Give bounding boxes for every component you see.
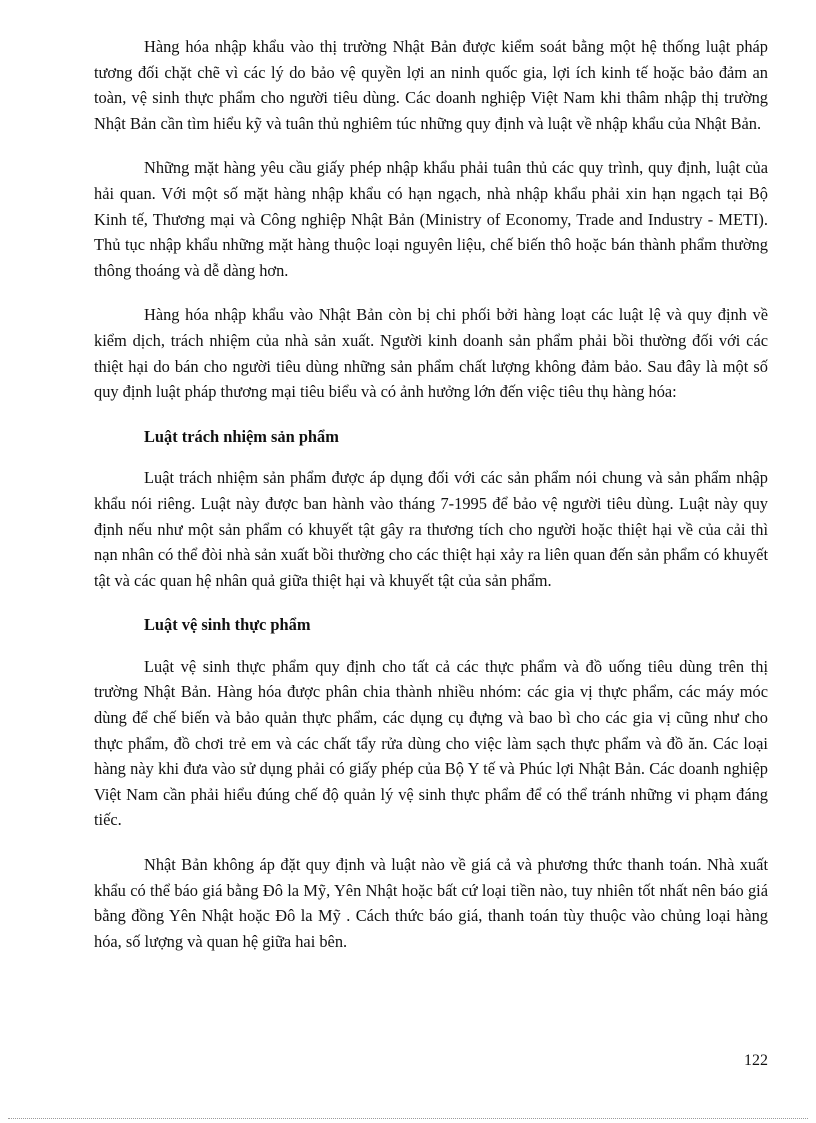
heading-food-hygiene: Luật vệ sinh thực phẩm: [144, 615, 311, 635]
paragraph-food-hygiene: Luật vệ sinh thực phẩm quy định cho tất cả các thực phẩm và đồ uống tiêu dùng trên thị trường Nhật Bản. Hàng hóa được phân chia thành nhiều nhóm: các gia vị thực phẩm, các máy móc dùng để chế biến và bảo quản thực phẩm, các dụng cụ đựng và bao bì cho các gia vị cũng như cho thực phẩm, đồ chơi trẻ em và các chất tẩy rửa dùng cho việc làm sạch thực phẩm và đồ ăn. Các loại hàng này khi đưa vào sử dụng phải có giấy phép của Bộ Y tế và Phúc lợi Nhật Bản. Các doanh nghiệp Việt Nam cần phải hiểu đúng chế độ quản lý vệ sinh thực phẩm để có thể tránh những vi phạm đáng tiếc.: [94, 656, 768, 830]
page-number: 122: [744, 1052, 768, 1069]
document-page: [94, 34, 768, 954]
heading-product-liability: Luật trách nhiệm sản phẩm: [144, 426, 339, 446]
paragraph-product-liability: Luật trách nhiệm sản phẩm được áp dụng đối với các sản phẩm nói chung và sản phẩm nhập khẩu nói riêng. Luật này được ban hành vào tháng 7-1995 để bảo vệ người tiêu dùng. Luật này quy định nếu như một sản phẩm có khuyết tật gây ra thương tích cho người hoặc thiệt hại về của cải thì nạn nhân có thể đòi nhà sản xuất bồi thường cho các thiệt hại xảy ra liên quan đến sản phẩm có khuyết tật và các quan hệ nhân quả giữa thiệt hại và khuyết tật của sản phẩm.: [94, 468, 768, 590]
paragraph-import-control: Hàng hóa nhập khẩu vào thị trường Nhật Bản được kiểm soát bằng một hệ thống luật pháp tương đối chặt chẽ vì các lý do bảo vệ quyền lợi an ninh quốc gia, lợi ích kinh tế hoặc bảo đảm an toàn, vệ sinh thực phẩm cho người tiêu dùng. Các doanh nghiệp Việt Nam khi thâm nhập thị trường Nhật Bản cần tìm hiểu kỹ và tuân thủ nghiêm túc những quy định và luật về nhập khẩu của Nhật Bản.: [94, 37, 768, 133]
page-bottom-divider: [8, 1118, 808, 1119]
paragraph-regulations-intro: Hàng hóa nhập khẩu vào Nhật Bản còn bị chi phối bởi hàng loạt các luật lệ và quy định về kiểm dịch, trách nhiệm của nhà sản xuất. Người kinh doanh sản phẩm phải bồi thường đối với các thiệt hại do bán cho người tiêu dùng những sản phẩm chất lượng không đảm bảo. Sau đây là một số quy định luật pháp thương mại tiêu biểu và có ảnh hưởng lớn đến việc tiêu thụ hàng hóa:: [94, 305, 768, 402]
paragraph-import-license: Những mặt hàng yêu cầu giấy phép nhập khẩu phải tuân thủ các quy trình, quy định, luật của hải quan. Với một số mặt hàng nhập khẩu có hạn ngạch, nhà nhập khẩu phải xin hạn ngạch tại Bộ Kinh tế, Thương mại và Công nghiệp Nhật Bản (Ministry of Economy, Trade and Industry - METI). Thủ tục nhập khẩu những mặt hàng thuộc loại nguyên liệu, chế biến thô hoặc bán thành phẩm thường thông thoáng và dễ dàng hơn.: [94, 158, 768, 280]
paragraph-pricing-payment: Nhật Bản không áp đặt quy định và luật nào về giá cả và phương thức thanh toán. Nhà xuất khẩu có thể báo giá bằng Đô la Mỹ, Yên Nhật hoặc bất cứ loại tiền nào, tuy nhiên tốt nhất nên báo giá bằng đồng Yên Nhật hoặc Đô la Mỹ . Cách thức báo giá, thanh toán tùy thuộc vào chủng loại hàng hóa, số lượng và quan hệ giữa hai bên.: [94, 855, 768, 951]
